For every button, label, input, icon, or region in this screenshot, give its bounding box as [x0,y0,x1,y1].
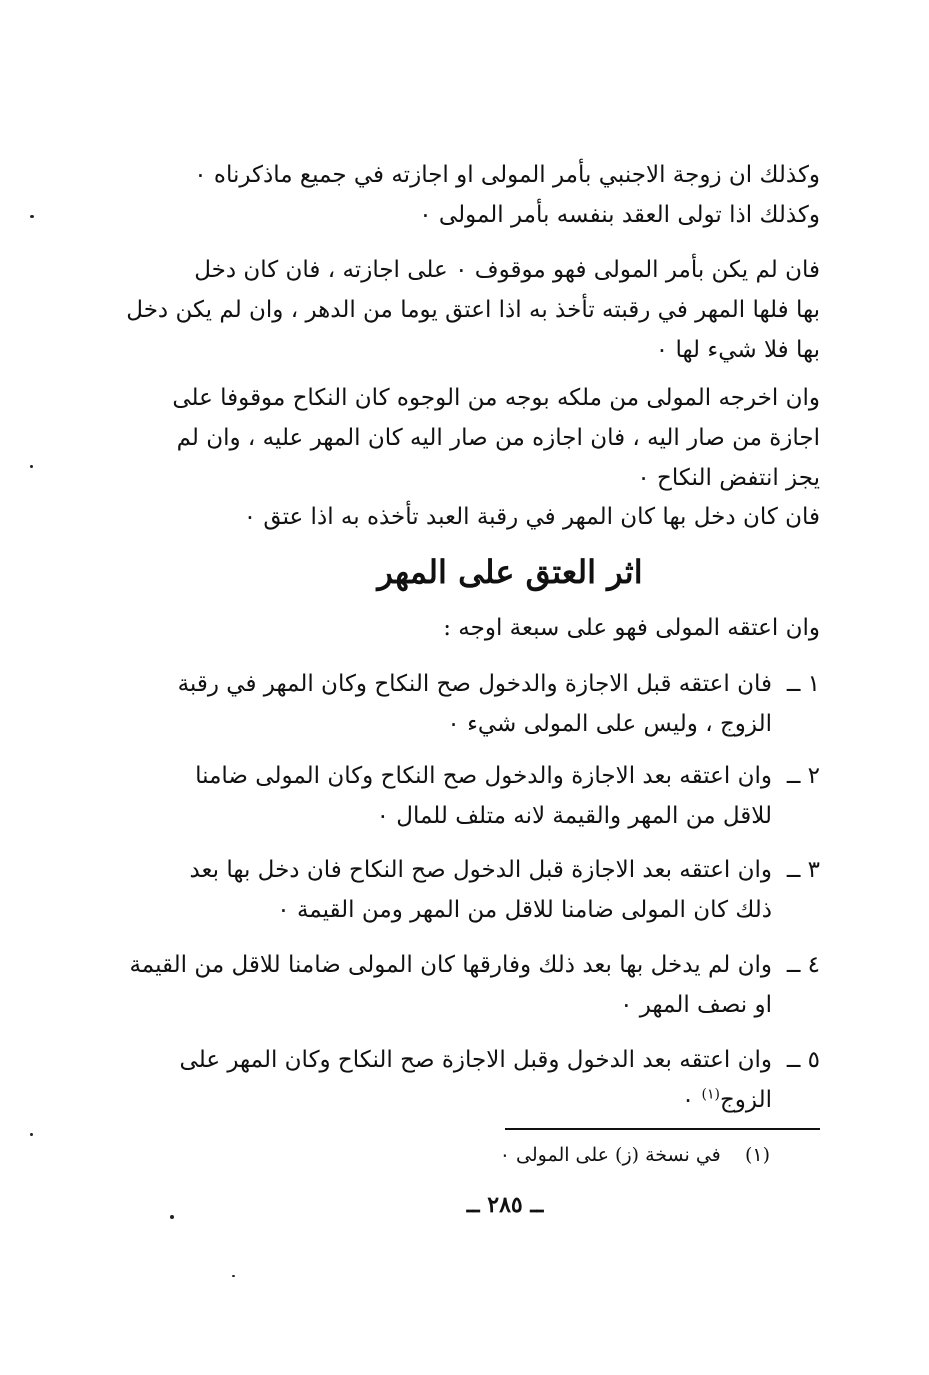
text-line: او نصف المهر ٠ [620,992,772,1018]
footnote [440,1140,770,1170]
text-line: وان اخرجه المولى من ملكه بوجه من الوجوه كان النكاح موقوفا على [172,385,820,411]
footnote-text: في نسخة (ز) على المولى ٠ [499,1144,721,1166]
paragraph-4 [185,497,820,537]
text-line: الزوج ، وليس على المولى شيء ٠ [447,711,772,737]
item-number: ٢ ــ [786,763,820,789]
footnote-reference[interactable]: (١) [701,1086,720,1103]
item-number: ١ ــ [786,671,820,697]
intro-line [185,608,820,648]
text-line: ذلك كان المولى ضامنا للاقل من المهر ومن القيمة ٠ [277,897,772,923]
list-item-3 [185,850,820,930]
text-line-with-footnote [185,1080,772,1120]
page-number: ــ ٢٨٥ ــ [466,1192,544,1218]
text-line: فان اعتقه قبل الاجازة والدخول صح النكاح وكان المهر في رقبة [177,671,772,697]
text-line: فان لم يكن بأمر المولى فهو موقوف ٠ على اجازته ، فان كان دخل [194,257,820,283]
text-line: وكذلك ان زوجة الاجنبي بأمر المولى او اجازته في جميع ماذكرناه ٠ [194,162,820,188]
list-item-2 [185,756,820,836]
footnote-divider [505,1128,820,1130]
text-line: وان اعتقه المولى فهو على سبعة اوجه : [443,615,820,641]
text-line: فان كان دخل بها كان المهر في رقبة العبد تأخذه به اذا عتق ٠ [243,504,820,530]
list-item-5 [179,1040,820,1120]
text-line: بها فلا شيء لها ٠ [655,337,820,363]
scan-speck [30,215,34,218]
text-line: وكذلك اذا تولى العقد بنفسه بأمر المولى ٠ [419,202,820,228]
item-number: ٥ ــ [786,1047,820,1073]
scan-speck [30,465,33,468]
text-fragment: ٠ [681,1087,702,1113]
text-line: بها فلها المهر في رقبته تأخذ به اذا اعتق يوما من الدهر ، وان لم يكن دخل [126,297,820,323]
text-line: وان اعتقه بعد الاجازة والدخول صح النكاح وكان المولى ضامنا [195,763,772,789]
text-line: وان لم يدخل بها بعد ذلك وفارقها كان المولى ضامنا للاقل من القيمة [129,952,772,978]
text-line: اجازة من صار اليه ، فان اجازه من صار اليه كان المهر عليه ، وان لم [176,425,820,451]
list-item-4 [129,945,820,1025]
text-line: وان اعتقه بعد الدخول وقبل الاجازة صح النكاح وكان المهر على [179,1047,772,1073]
text-line: للاقل من المهر والقيمة لانه متلف للمال ٠ [376,803,772,829]
item-number: ٣ ــ [786,857,820,883]
scan-speck [30,1133,33,1136]
text-line: يجز انتفض النكاح ٠ [637,465,820,491]
text-line: وان اعتقه بعد الاجازة قبل الدخول صح النكاح فان دخل بها بعد [189,857,772,883]
section-heading: اثر العتق على المهر [377,553,643,591]
text-fragment: الزوج [719,1087,772,1113]
scan-speck [170,1215,174,1219]
item-number: ٤ ــ [786,952,820,978]
paragraph-3 [172,378,820,498]
paragraph-2 [126,250,820,370]
paragraph-1 [185,155,820,235]
footnote-mark: (١) [744,1144,770,1166]
scan-speck [232,1275,235,1277]
list-item-1 [177,664,820,744]
